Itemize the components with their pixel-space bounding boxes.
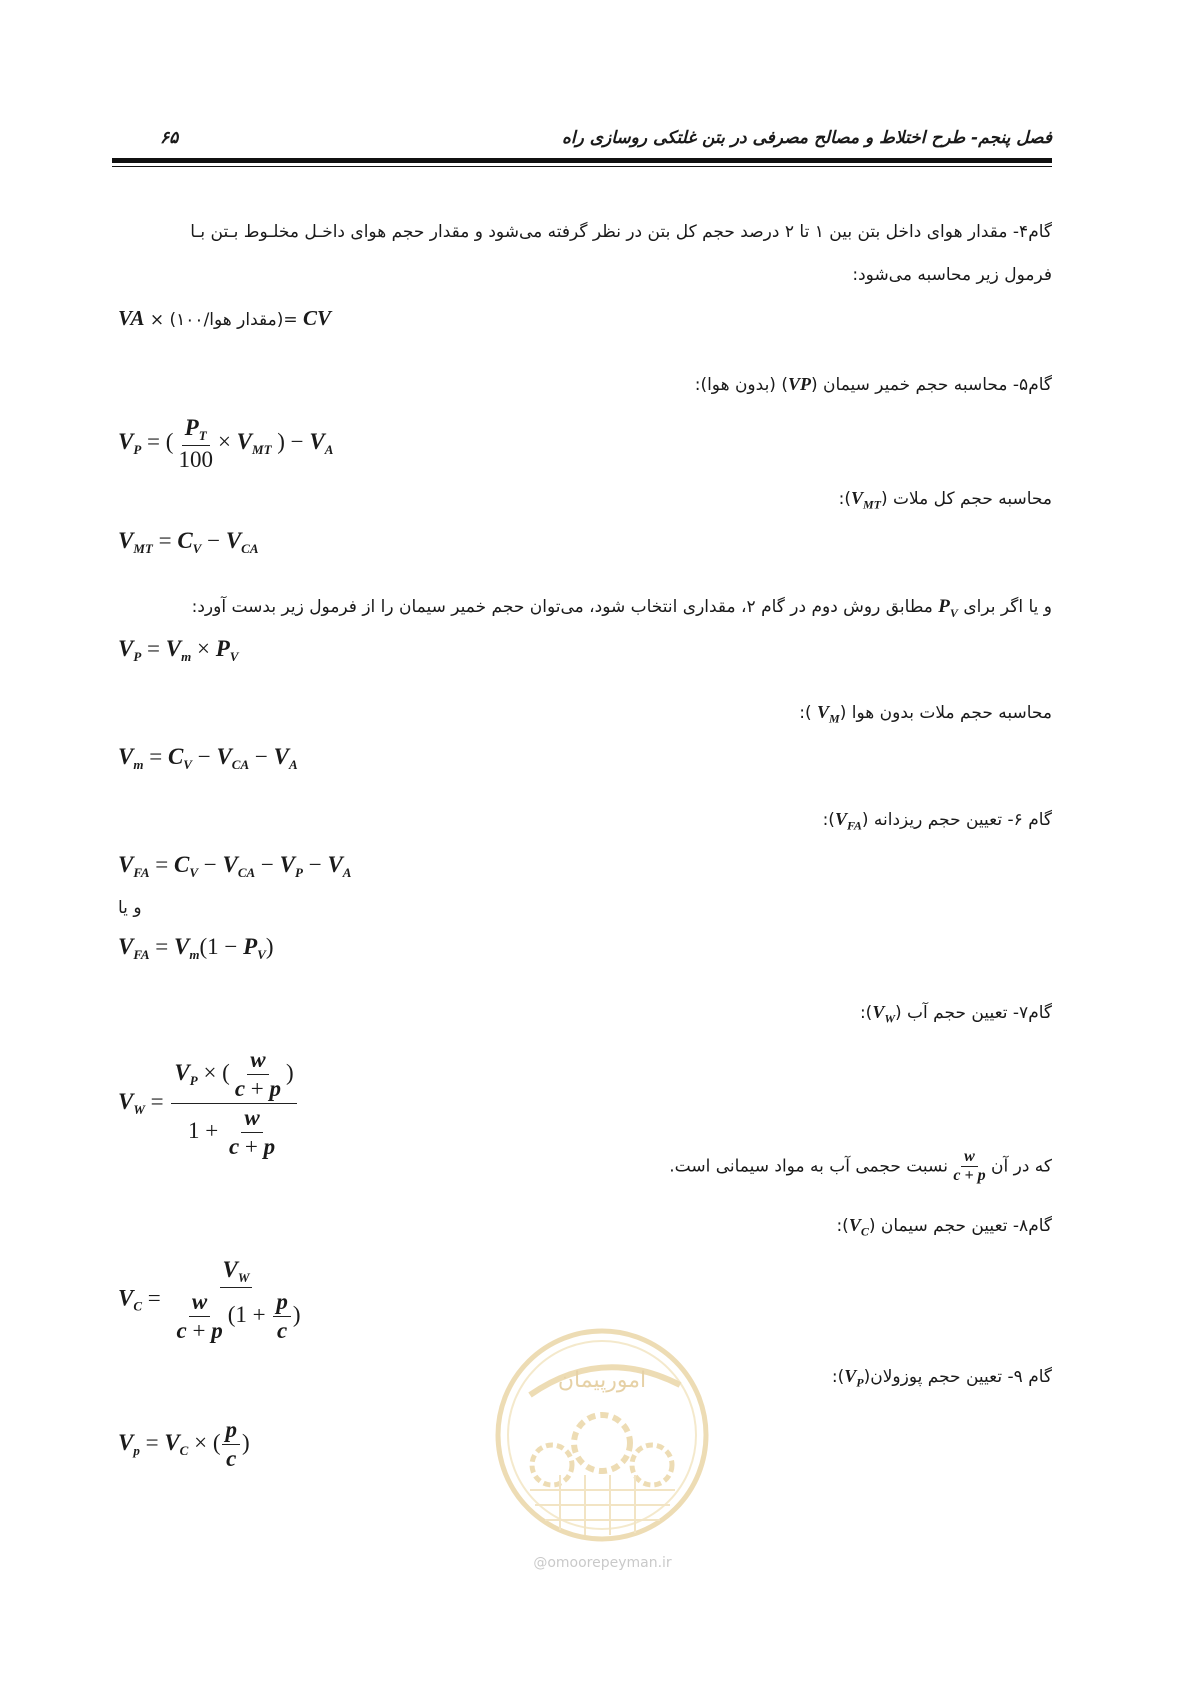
watermark-logo-text: امورپیمان (557, 1368, 647, 1393)
step6-text-b: ): (822, 810, 835, 830)
step9-text-a: گام ۹- تعیین حجم پوزولان( (863, 1367, 1052, 1387)
header-rule-thin (112, 166, 1052, 167)
vmt-text-a: محاسبه حجم کل ملات ( (880, 489, 1052, 509)
vmt-text-b: ): (838, 489, 851, 509)
step5-symbol: VP (787, 374, 811, 394)
eq-va-mid: =(مقدار هوا/۱۰۰) × (149, 310, 298, 330)
pv-text-a: و یا اگر برای (957, 597, 1052, 617)
step5-heading (695, 374, 1052, 395)
eq-va-right: CV (303, 306, 332, 330)
watermark-seal-icon (490, 1325, 715, 1545)
vm-text-a: محاسبه حجم ملات بدون هوا ( (839, 703, 1052, 723)
eq-vw: $V_W$ = $V_P$ × ( $\frac{w}{c + p}$ ) 1 + $\frac{w}{c + p}$ (118, 1048, 299, 1160)
watermark-logo (490, 1325, 715, 1575)
step4-line1: گام۴- مقدار هوای داخل بتن بین ۱ تا ۲ درصد حجم کل بتن در نظر گرفته می‌شود و مقدار حجم هوای داخـل مخلـوط بـتن بـا (190, 222, 1052, 242)
eq-vp-2: $V_P = V_m \times P_V$ (118, 636, 239, 664)
eq-vpoz: $V_p = V_C$ × ( $\frac{p}{c}$ ) (118, 1417, 250, 1472)
pv-paragraph: و یا اگر برای $P_V$ مطابق روش دوم در گام ۲، مقداری انتخاب شود، می‌توان حجم خمیر سیمان را از فرمول زیر بدست آورد: (191, 596, 1052, 620)
eq-va-left: VA (118, 306, 145, 330)
wc-text-b: نسبت حجمی آب به مواد سیمانی است. (669, 1156, 954, 1177)
step6-heading: گام ۶- تعیین حجم ریزدانه $(V_{FA})$: (822, 809, 1052, 833)
eq-vc: $V_C$ = $V_W$ $\frac{w}{c + p}$ (1 + $\frac{p}{c}$ ) (118, 1257, 301, 1343)
eq-vmt: $V_{MT} = C_V - V_{CA}$ (118, 528, 259, 556)
page-number: ۶۵ (160, 128, 179, 148)
eq-vfa-1: $V_{FA} = C_V - V_{CA} - V_P - V_A$ (118, 852, 352, 880)
pv-text-b: مطابق روش دوم در گام ۲، مقداری انتخاب شود، می‌توان حجم خمیر سیمان را از فرمول زیر بدست آورد: (191, 597, 939, 617)
eq-vfa-2: $V_{FA} = V_m(1 - P_V)$ (118, 934, 274, 962)
step6-text-a: گام ۶- تعیین حجم ریزدانه ( (861, 810, 1052, 830)
eq-vp-1: $V_P$ = ( $\frac{P_T}{100}$ × $V_{MT}$ ) − $V_A$ (118, 415, 334, 472)
step9-heading: گام ۹- تعیین حجم $پوزولان(V_P)$: (831, 1366, 1052, 1390)
step8-text-b: ): (836, 1216, 849, 1236)
chapter-title: فصل پنجم- طرح اختلاط و مصالح مصرفی در بتن غلتکی روسازی راه (561, 128, 1052, 148)
vmt-heading: محاسبه حجم کل ملات $(V_{MT})$: (838, 488, 1052, 512)
header-rule-thick (112, 158, 1052, 163)
vm-heading: محاسبه حجم ملات بدون هوا ($V_M$ ): (799, 702, 1052, 726)
step9-text-b: ): (831, 1367, 845, 1387)
step4-line2: فرمول زیر محاسبه می‌شود: (852, 265, 1052, 285)
step5-text-b: ) (بدون هوا): (694, 375, 788, 395)
step7-heading: گام۷- تعیین حجم آب $(V_W)$: (859, 1002, 1052, 1026)
eq-va (118, 306, 331, 331)
wc-text-a: که در آن (985, 1156, 1052, 1177)
step7-text-a: گام۷- تعیین حجم آب ( (895, 1003, 1052, 1023)
wc-ratio-note: که در آن $\frac{w}{c + p}$ نسبت حجمی آب به مواد سیمانی است. (669, 1148, 1052, 1184)
step5-text-a: گام۵- محاسبه حجم خمیر سیمان ( (811, 375, 1052, 395)
step8-heading: گام۸- تعیین حجم سیمان $(V_C)$: (836, 1215, 1052, 1239)
eq-vm: $V_m = C_V - V_{CA} - V_A$ (118, 744, 298, 772)
vm-text-b: ): (799, 703, 818, 723)
watermark-url: @omoorepeyman.ir (533, 1555, 672, 1571)
or-text: و یا (118, 898, 142, 918)
step7-text-b: ): (859, 1003, 873, 1023)
step8-text-a: گام۸- تعیین حجم سیمان ( (868, 1216, 1052, 1236)
